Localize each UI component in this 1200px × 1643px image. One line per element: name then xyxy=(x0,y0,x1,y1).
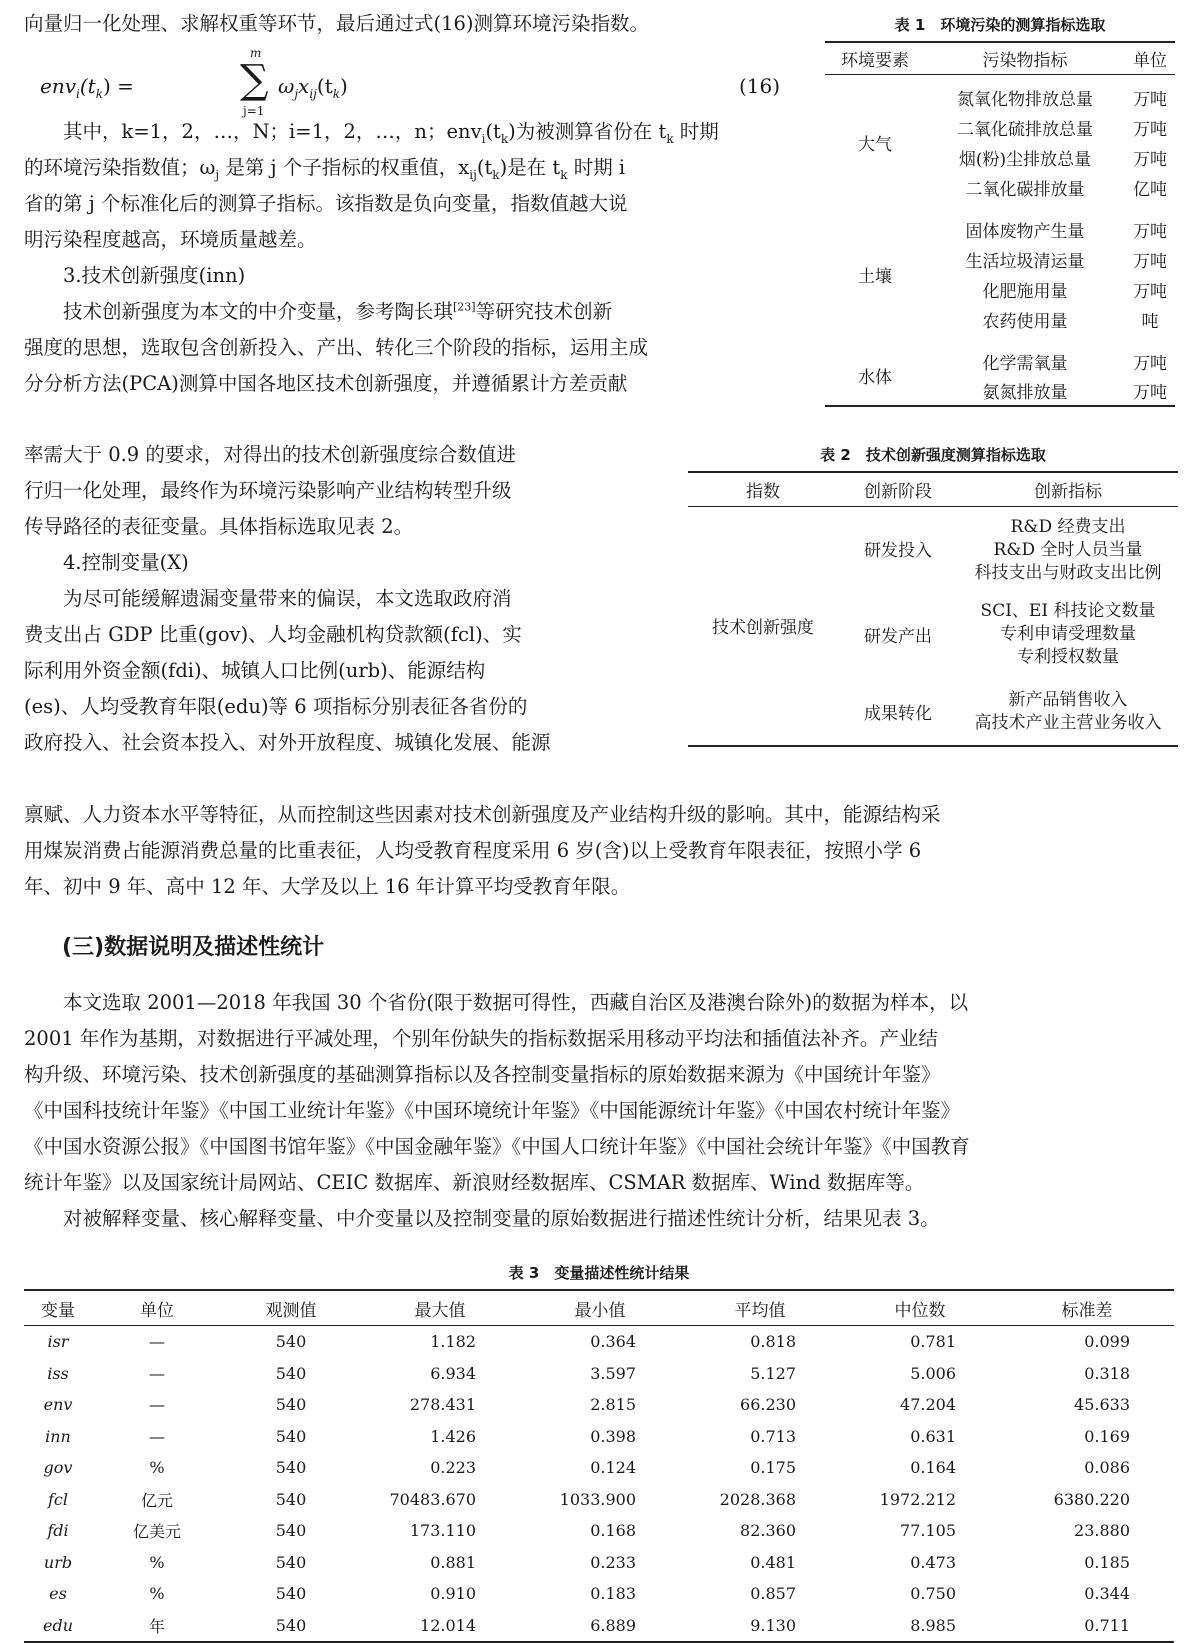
table-1-element: 大气 xyxy=(858,134,892,155)
data-line-5: 《中国水资源公报》《中国图书馆年鉴》《中国金融年鉴》《中国人口统计年鉴》《中国社会统计年鉴》《中国教育 xyxy=(24,1135,970,1158)
section-3-line-2: 强度的思想，选取包含创新投入、产出、转化三个阶段的指标，运用主成 xyxy=(24,336,649,359)
table-cell: 0.344 xyxy=(1084,1584,1130,1604)
table-2-stage: 研发产出 xyxy=(864,627,932,647)
section-4-line-4: (es)、人均受教育年限(edu)等 6 项指标分别表征各省份的 xyxy=(24,695,528,718)
table-cell: 540 xyxy=(275,1458,307,1478)
table-cell: 66.230 xyxy=(740,1395,796,1415)
table-3-header-cell: 变量 xyxy=(41,1300,75,1321)
sec3-l1b: 等研究技术创新 xyxy=(475,300,613,323)
sum-upper-limit: m xyxy=(250,46,262,60)
expl-l1c: )为被测算省份在 t xyxy=(508,120,667,143)
table-row xyxy=(24,1515,1174,1547)
data-line-6: 统计年鉴》以及国家统计局网站、CEIC 数据库、新浪财经数据库、CSMAR 数据库、Wind 数据库等。 xyxy=(24,1171,925,1194)
table-2-item: SCI、EI 科技论文数量 xyxy=(980,601,1156,621)
variable-name: inn xyxy=(45,1426,71,1446)
table-cell: 万吨 xyxy=(1133,119,1167,140)
table-2-item: R&D 经费支出 xyxy=(1010,517,1126,537)
expl-l1c-sub: k xyxy=(666,131,674,146)
expl-l2c-sub: k xyxy=(492,167,500,182)
table-2-item: 科技支出与财政支出比例 xyxy=(974,563,1162,583)
table-cell: 5.127 xyxy=(750,1363,796,1383)
table-3-intro: 对被解释变量、核心解释变量、中介变量以及控制变量的原始数据进行描述性统计分析，结果见表 3。 xyxy=(63,1207,940,1230)
table-cell: 万吨 xyxy=(1133,383,1167,403)
table-2-caption: 表 2 技术创新强度测算指标选取 xyxy=(820,446,1046,464)
table-row xyxy=(24,1389,1174,1421)
table-1-spacer xyxy=(825,74,1175,82)
table-cell: 0.124 xyxy=(590,1458,636,1478)
table-cell: % xyxy=(149,1584,165,1604)
table-1-header-cell: 单位 xyxy=(1133,50,1167,71)
table-cell: 47.204 xyxy=(900,1395,956,1415)
table-cell: 年 xyxy=(148,1616,165,1636)
table-2-item: R&D 全时人员当量 xyxy=(993,540,1143,560)
table-cell: 0.481 xyxy=(750,1552,796,1572)
expl-l2c: (t xyxy=(476,156,493,179)
table-cell: 万吨 xyxy=(1133,89,1167,110)
table-cell: 0.169 xyxy=(1084,1426,1130,1446)
table-cell: 6.889 xyxy=(590,1615,636,1635)
top-paragraph xyxy=(24,6,784,42)
table-cell: — xyxy=(149,1395,165,1415)
table-2-items xyxy=(958,679,1178,746)
table-3-header-cell: 标准差 xyxy=(1061,1300,1113,1321)
section-3-line-3: 分分析方法(PCA)测算中国各地区技术创新强度，并遵循累计方差贡献 xyxy=(24,372,628,395)
table-cell: 0.750 xyxy=(910,1584,956,1604)
section-3-title: 3.技术创新强度(inn) xyxy=(63,264,246,287)
table-cell: 540 xyxy=(275,1615,307,1635)
section-4-line-2: 费支出占 GDP 比重(gov)、人均金融机构贷款额(fcl)、实 xyxy=(24,623,522,646)
table-1-header-cell: 环境要素 xyxy=(841,50,909,71)
table-row xyxy=(24,1484,1174,1516)
eq-lhs-arg-sub: k xyxy=(95,87,103,101)
table-row xyxy=(24,1547,1174,1579)
table-3-header-cell: 中位数 xyxy=(894,1300,946,1321)
table-2-header xyxy=(688,472,1178,506)
table-cell: 固体废物产生量 xyxy=(965,221,1085,242)
table-3-header-cell: 最小值 xyxy=(574,1300,626,1321)
table-cell: 万吨 xyxy=(1133,251,1167,272)
table-3 xyxy=(24,1262,1174,1643)
table-cell: 0.713 xyxy=(750,1426,796,1446)
table-row xyxy=(24,1326,1174,1358)
table-2-item: 专利授权数量 xyxy=(1017,647,1119,667)
section-3-line-1 xyxy=(24,294,784,330)
table-cell: 1.426 xyxy=(430,1426,476,1446)
table-3-body xyxy=(24,1326,1174,1643)
table-cell: 氮氧化物排放总量 xyxy=(957,89,1093,110)
table-3-caption: 表 3 变量描述性统计结果 xyxy=(508,1264,690,1282)
table-1-element: 水体 xyxy=(858,368,892,388)
table-cell: 82.360 xyxy=(740,1521,796,1541)
table-cell: 0.164 xyxy=(910,1458,956,1478)
table-2-item: 高技术产业主营业务收入 xyxy=(974,712,1162,733)
table-cell: 1.182 xyxy=(430,1332,476,1352)
table-1-header xyxy=(825,42,1175,74)
table-1-element: 土壤 xyxy=(858,266,892,287)
explanation-line-4: 明污染程度越高，环境质量越差。 xyxy=(24,228,317,251)
table-2-items xyxy=(958,591,1178,679)
table-cell: 0.168 xyxy=(590,1521,636,1541)
expl-l2d: )是在 t xyxy=(499,156,561,179)
table-cell: 0.631 xyxy=(910,1426,956,1446)
table-2-item: 专利申请受理数量 xyxy=(1000,624,1136,644)
table-cell: 0.086 xyxy=(1084,1458,1130,1478)
eq-rhs-omega: ω xyxy=(278,74,295,98)
expl-l2d-sub: k xyxy=(560,167,568,182)
table-2-header-cell: 创新指标 xyxy=(1034,481,1102,502)
table-row xyxy=(24,1421,1174,1453)
table-cell: 0.183 xyxy=(590,1584,636,1604)
section-4-line-7: 用煤炭消费占能源消费总量的比重表征，人均受教育程度采用 6 岁(含)以上受教育年限表征，按照小学 6 xyxy=(24,839,922,862)
equation-rhs xyxy=(278,74,348,101)
expl-l1-sub: i xyxy=(481,131,486,146)
variable-name: gov xyxy=(43,1458,73,1478)
table-cell: 0.398 xyxy=(590,1426,636,1446)
variable-name: isr xyxy=(47,1332,69,1352)
table-row xyxy=(825,82,1175,112)
variable-name: iss xyxy=(47,1363,69,1383)
table-cell: 农药使用量 xyxy=(982,311,1068,332)
eq-rhs-sub1: j xyxy=(294,87,299,101)
table-cell: — xyxy=(149,1332,165,1352)
table-cell: 540 xyxy=(275,1332,307,1352)
table-cell: 亿吨 xyxy=(1133,179,1167,200)
eq-lhs-arg: (t xyxy=(79,74,96,98)
eq-lhs-close: ) = xyxy=(102,74,134,98)
table-row xyxy=(24,1452,1174,1484)
sec3-l1a: 技术创新强度为本文的中介变量，参考陶长琪 xyxy=(63,300,454,323)
explanation-line-3: 省的第 j 个标准化后的测算子指标。该指数是负向变量，指数值越大说 xyxy=(24,192,628,215)
left-column-narrow xyxy=(24,437,646,761)
table-cell: 烟(粉)尘排放总量 xyxy=(958,149,1092,170)
variable-name: edu xyxy=(42,1615,73,1635)
section-3-line-6: 传导路径的表征变量。具体指标选取见表 2。 xyxy=(24,515,414,538)
table-cell: 278.431 xyxy=(409,1395,476,1415)
expl-l2b: 是第 j 个子指标的权重值，x xyxy=(219,156,470,179)
table-3-header-cell: 平均值 xyxy=(734,1300,786,1321)
expl-l1b: (t xyxy=(485,120,501,143)
table-cell: 二氧化硫排放总量 xyxy=(957,119,1093,140)
table-cell: 6.934 xyxy=(430,1363,476,1383)
equation-lhs xyxy=(40,74,134,101)
expl-l2b-sub: ij xyxy=(469,167,477,182)
table-cell: 0.781 xyxy=(910,1332,956,1352)
table-cell: 吨 xyxy=(1141,311,1159,332)
table-2-index-name: 技术创新强度 xyxy=(712,618,814,638)
variable-name: env xyxy=(43,1395,73,1415)
section-4-line-8: 年、初中 9 年、高中 12 年、大学及以上 16 年计算平均受教育年限。 xyxy=(24,875,631,898)
equation-number: (16) xyxy=(738,74,780,98)
table-2 xyxy=(688,444,1178,747)
table-cell: 45.633 xyxy=(1074,1395,1130,1415)
eq-lhs-sub: i xyxy=(76,87,80,101)
section-4-line-1: 为尽可能缓解遗漏变量带来的偏误，本文选取政府消 xyxy=(63,587,512,610)
eq-rhs-sub2: ij xyxy=(309,87,317,101)
eq-rhs-arg-sub: k xyxy=(332,87,341,101)
summation-symbol: ∑ xyxy=(240,57,269,103)
table-row xyxy=(825,214,1175,244)
expl-l2e: 时期 i xyxy=(567,156,626,179)
data-line-1: 本文选取 2001—2018 年我国 30 个省份(限于数据可得性，西藏自治区及港澳台除外)的数据为样本，以 xyxy=(63,991,969,1014)
table-cell: 6380.220 xyxy=(1053,1489,1130,1509)
variable-name: fdi xyxy=(47,1521,69,1541)
section-3-line-5: 行归一化处理，最终作为环境污染影响产业结构转型升级 xyxy=(24,479,512,502)
citation-23: [23] xyxy=(453,300,476,314)
table-cell: 2028.368 xyxy=(719,1489,796,1509)
section-4-line-5: 政府投入、社会资本投入、对外开放程度、城镇化发展、能源 xyxy=(24,731,551,754)
table-cell: 540 xyxy=(275,1395,307,1415)
table-cell: 化学需氧量 xyxy=(982,353,1068,374)
table-row xyxy=(24,1610,1174,1643)
table-1 xyxy=(825,14,1175,407)
table-cell: — xyxy=(149,1426,165,1446)
table-cell: 0.881 xyxy=(430,1552,476,1572)
table-2-header-cell: 指数 xyxy=(746,481,780,502)
table-cell: 5.006 xyxy=(910,1363,956,1383)
equation-16 xyxy=(40,48,780,124)
table-cell: 0.223 xyxy=(430,1458,476,1478)
expl-l1b-sub: k xyxy=(500,131,509,146)
table-3-header-cell: 观测值 xyxy=(265,1300,317,1321)
table-cell: 9.130 xyxy=(750,1615,796,1635)
data-line-2: 2001 年作为基期，对数据进行平减处理，个别年份缺失的指标数据采用移动平均法和插值法补齐。产业结 xyxy=(24,1027,938,1050)
explanation-line-2 xyxy=(24,150,784,186)
table-cell: 1972.212 xyxy=(879,1489,956,1509)
section-4-title: 4.控制变量(X) xyxy=(63,551,189,574)
sum-lower-limit: j=1 xyxy=(243,104,265,118)
table-row xyxy=(688,506,1178,591)
table-2-header-cell: 创新阶段 xyxy=(864,481,932,502)
data-line-4: 《中国科技统计年鉴》《中国工业统计年鉴》《中国环境统计年鉴》《中国能源统计年鉴》《中国农村统计年鉴》 xyxy=(24,1099,961,1122)
table-cell: 亿元 xyxy=(140,1490,173,1510)
table-cell: 万吨 xyxy=(1133,149,1167,170)
table-2-stage: 成果转化 xyxy=(864,704,932,724)
table-cell: 1033.900 xyxy=(559,1489,636,1509)
table-cell: 万吨 xyxy=(1133,353,1167,374)
table-cell: 二氧化碳排放量 xyxy=(965,179,1085,200)
table-cell: 0.818 xyxy=(750,1332,796,1352)
table-cell: 8.985 xyxy=(910,1615,956,1635)
table-3-grid xyxy=(24,1289,1174,1643)
table-cell: 0.364 xyxy=(590,1332,636,1352)
table-cell: 2.815 xyxy=(590,1395,636,1415)
eq-rhs-x: x xyxy=(298,74,310,98)
table-2-grid xyxy=(688,471,1178,747)
table-1-caption: 表 1 环境污染的测算指标选取 xyxy=(894,16,1106,34)
expl-l2: 的环境污染指数值；ω xyxy=(24,156,216,179)
table-3-header-cell: 单位 xyxy=(140,1300,174,1321)
section-heading-text: (三)数据说明及描述性统计 xyxy=(62,935,325,960)
table-cell: — xyxy=(149,1363,165,1383)
table-cell: 3.597 xyxy=(590,1363,636,1383)
top-paragraph-line: 向量归一化处理、求解权重等环节，最后通过式(16)测算环境污染指数。 xyxy=(24,12,650,35)
section-3-line-4: 率需大于 0.9 的要求，对得出的技术创新强度综合数值进 xyxy=(24,443,516,466)
table-cell: 氨氮排放量 xyxy=(982,383,1068,403)
eq-rhs-arg: (t xyxy=(316,74,333,98)
section-4-line-3: 际利用外资金额(fdi)、城镇人口比例(urb)、能源结构 xyxy=(24,659,486,682)
left-column-upper xyxy=(24,114,784,402)
table-cell: 0.910 xyxy=(430,1584,476,1604)
table-cell: 540 xyxy=(275,1521,307,1541)
eq-lhs-name: env xyxy=(40,74,77,98)
table-cell: % xyxy=(149,1458,165,1478)
table-cell: 亿美元 xyxy=(132,1522,181,1542)
table-cell: 化肥施用量 xyxy=(982,281,1068,302)
table-cell: 173.110 xyxy=(409,1521,476,1541)
table-1-spacer xyxy=(825,202,1175,214)
expl-l2-sub: j xyxy=(215,167,220,182)
table-2-item: 新产品销售收入 xyxy=(1008,689,1128,710)
variable-name: es xyxy=(49,1584,67,1604)
table-cell: 540 xyxy=(275,1489,307,1509)
table-cell: 23.880 xyxy=(1074,1521,1130,1541)
full-width-paragraph xyxy=(24,797,1174,905)
table-1-grid xyxy=(825,41,1175,407)
table-3-header xyxy=(24,1290,1174,1326)
variable-name: fcl xyxy=(48,1489,68,1509)
table-1-spacer xyxy=(825,334,1175,346)
data-line-3: 构升级、环境污染、技术创新强度的基础测算指标以及各控制变量指标的原始数据来源为《中国统计年鉴》 xyxy=(24,1063,941,1086)
table-cell: 0.857 xyxy=(750,1584,796,1604)
table-cell: 540 xyxy=(275,1552,307,1572)
table-cell: 70483.670 xyxy=(389,1489,476,1509)
explanation-line-1 xyxy=(24,114,784,150)
table-cell: 0.185 xyxy=(1084,1552,1130,1572)
table-3-header-cell: 最大值 xyxy=(414,1300,466,1321)
table-cell: 生活垃圾清运量 xyxy=(965,251,1085,272)
variable-name: urb xyxy=(43,1552,73,1572)
table-row xyxy=(24,1578,1174,1610)
eq-rhs-close: ) xyxy=(340,74,348,98)
table-2-stage: 研发投入 xyxy=(864,541,932,561)
table-cell: 0.473 xyxy=(910,1552,956,1572)
data-paragraph xyxy=(24,985,1174,1237)
table-cell: 0.318 xyxy=(1084,1363,1130,1383)
section-4-line-6: 禀赋、人力资本水平等特征，从而控制这些因素对技术创新强度及产业结构升级的影响。其中，能源结构采 xyxy=(24,803,941,826)
expl-l1: 其中，k=1，2，…，N；i=1，2，…，n；env xyxy=(63,120,482,143)
table-cell: 0.711 xyxy=(1084,1615,1130,1635)
table-cell: 77.105 xyxy=(900,1521,956,1541)
table-cell: 12.014 xyxy=(420,1615,476,1635)
table-cell: 0.233 xyxy=(590,1552,636,1572)
table-cell: % xyxy=(149,1552,165,1572)
table-row xyxy=(825,346,1175,376)
table-2-items xyxy=(958,506,1178,591)
table-cell: 万吨 xyxy=(1133,221,1167,242)
section-heading xyxy=(62,930,324,961)
table-cell: 0.175 xyxy=(750,1458,796,1478)
table-cell: 0.099 xyxy=(1084,1332,1130,1352)
table-row xyxy=(24,1358,1174,1390)
table-cell: 万吨 xyxy=(1133,281,1167,302)
table-cell: 540 xyxy=(275,1363,307,1383)
table-cell: 540 xyxy=(275,1426,307,1446)
table-cell: 540 xyxy=(275,1584,307,1604)
expl-l1d: 时期 xyxy=(673,120,719,143)
table-1-header-cell: 污染物指标 xyxy=(982,50,1068,71)
